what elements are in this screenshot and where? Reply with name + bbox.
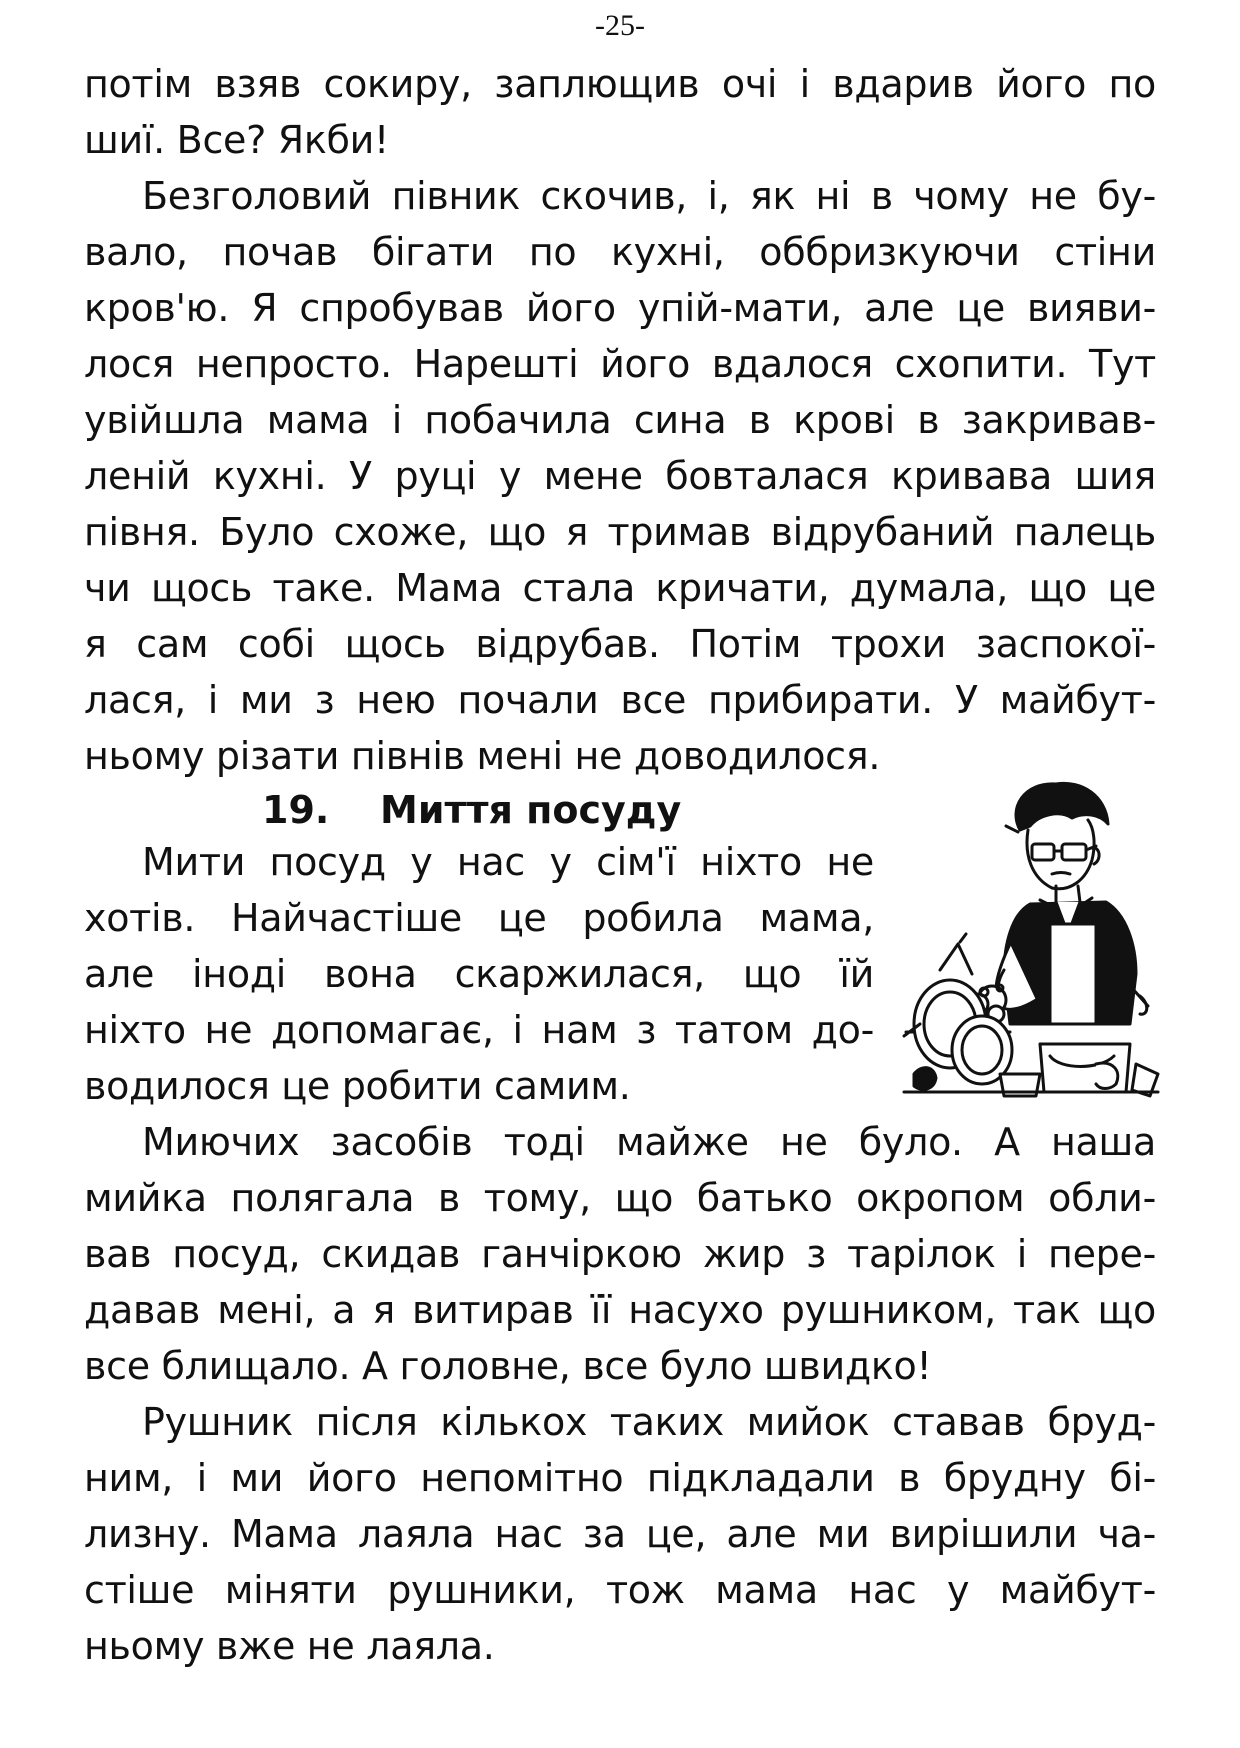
text-line: ним, і ми його непомітно підкладали в брудну бі- bbox=[84, 1456, 1156, 1500]
text-line: ньому різати півнів мені не доводилося. bbox=[84, 734, 881, 778]
text-line: давав мені, а я витирав її насухо рушником, так що bbox=[84, 1288, 1156, 1332]
text-line: шиї. Все? Якби! bbox=[84, 118, 389, 162]
text-line: Миючих засобів тоді майже не було. А наша bbox=[142, 1120, 1156, 1164]
text-line: ніхто не допомагає, і нам з татом до- bbox=[84, 1008, 874, 1052]
section-heading bbox=[262, 780, 681, 840]
section-title: Миття посуду bbox=[380, 788, 682, 832]
text-line: чи щось таке. Мама стала кричати, думала, що це bbox=[84, 566, 1156, 610]
text-line: Безголовий півник скочив, і, як ні в чому не бу- bbox=[142, 174, 1156, 218]
text-line: вав посуд, скидав ганчіркою жир з тарілок і пере- bbox=[84, 1232, 1156, 1276]
page-number: -25- bbox=[595, 9, 645, 42]
text-line: вало, почав бігати по кухні, оббризкуючи стіни bbox=[84, 230, 1156, 274]
text-line: кров'ю. Я спробував його упій-мати, але це вияви- bbox=[84, 286, 1156, 330]
text-line: стіше міняти рушники, тож мама нас у майбут- bbox=[84, 1568, 1156, 1612]
text-line: але іноді вона скаржилася, що їй bbox=[84, 952, 874, 996]
text-line: лизну. Мама лаяла нас за це, але ми вирішили ча- bbox=[84, 1512, 1156, 1556]
text-line: леній кухні. У руці у мене бовталася кривава шия bbox=[84, 454, 1156, 498]
text-line: Рушник після кількох таких мийок ставав бруд- bbox=[142, 1400, 1156, 1444]
text-line: Мити посуд у нас у сім'ї ніхто не bbox=[142, 840, 874, 884]
dishwashing-illustration bbox=[900, 774, 1162, 1100]
text-line: лося непросто. Нарешті його вдалося схопити. Тут bbox=[84, 342, 1156, 386]
text-line: я сам собі щось відрубав. Потім трохи заспокої- bbox=[84, 622, 1156, 666]
section-number: 19. bbox=[262, 788, 330, 832]
text-line: ньому вже не лаяла. bbox=[84, 1624, 495, 1668]
text-line: мийка полягала в тому, що батько окропом обли- bbox=[84, 1176, 1156, 1220]
text-line: водилося це робити самим. bbox=[84, 1064, 631, 1108]
text-line: лася, і ми з нею почали все прибирати. У майбут- bbox=[84, 678, 1156, 722]
text-line: хотів. Найчастіше це робила мама, bbox=[84, 896, 874, 940]
text-line: все блищало. А головне, все було швидко! bbox=[84, 1344, 932, 1388]
text-line: потім взяв сокиру, заплющив очі і вдарив його по bbox=[84, 62, 1156, 106]
text-line: півня. Було схоже, що я тримав відрубаний палець bbox=[84, 510, 1156, 554]
text-line: увійшла мама і побачила сина в крові в закривав- bbox=[84, 398, 1156, 442]
